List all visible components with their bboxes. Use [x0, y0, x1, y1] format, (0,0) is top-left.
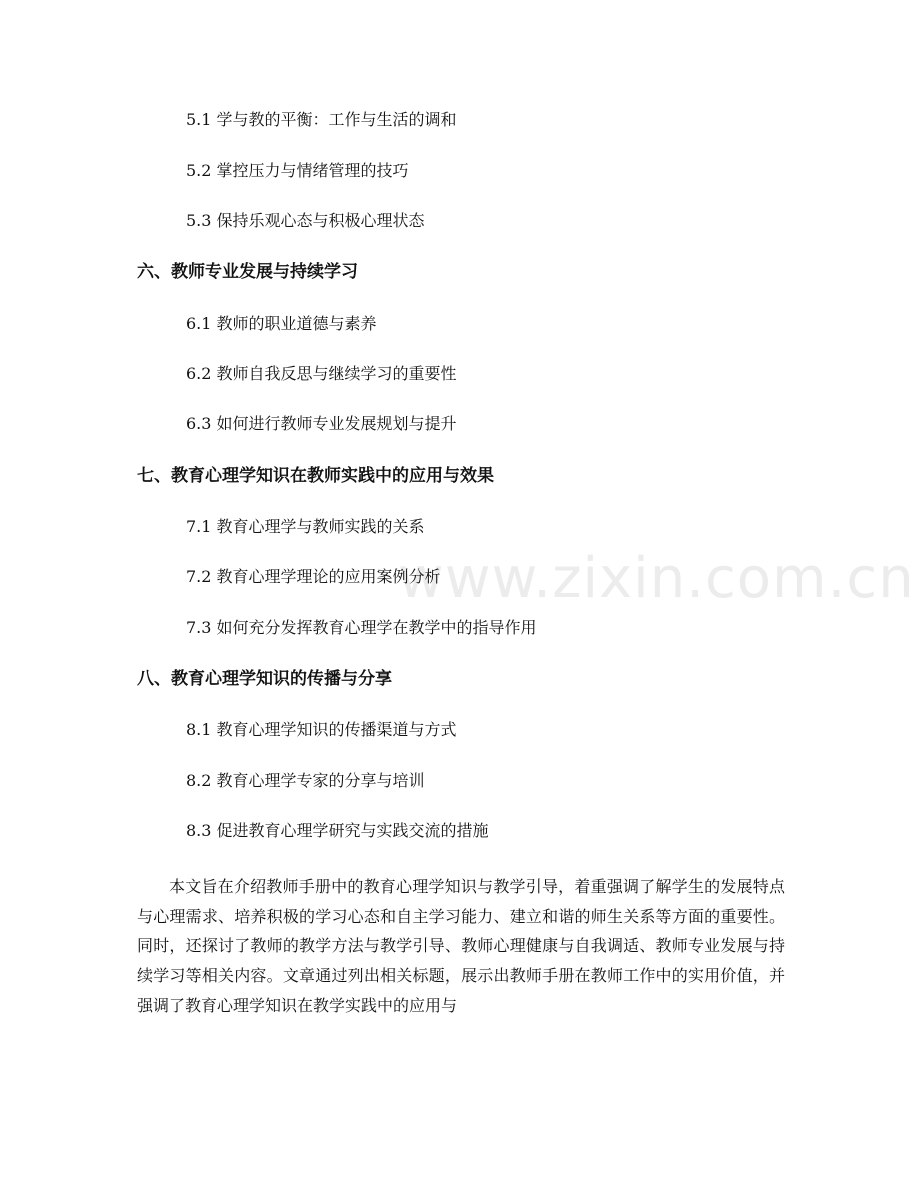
subsection-5-3: 5.3 保持乐观心态与积极心理状态 — [186, 211, 425, 230]
subsection-8-1: 8.1 教育心理学知识的传播渠道与方式 — [186, 720, 457, 739]
subsection-7-2: 7.2 教育心理学理论的应用案例分析 — [186, 567, 441, 586]
subsection-7-1: 7.1 教育心理学与教师实践的关系 — [186, 517, 425, 536]
section-heading-6: 六、教师专业发展与持续学习 — [137, 262, 358, 282]
subsection-6-2: 6.2 教师自我反思与继续学习的重要性 — [186, 364, 457, 383]
subsection-6-1: 6.1 教师的职业道德与素养 — [186, 314, 377, 333]
summary-paragraph: 本文旨在介绍教师手册中的教育心理学知识与教学引导，着重强调了解学生的发展特点与心理需求、培养积极的学习心态和自主学习能力、建立和谐的师生关系等方面的重要性。同时，还探讨了教师的教学方法与教学引导、教师心理健康与自我调适、教师专业发展与持续学习等相关内容。文章通过列出相关标题，展示出教师手册在教师工作中的实用价值，并强调了教育心理学知识在教学实践中的应用与 — [137, 877, 785, 1015]
subsection-8-3: 8.3 促进教育心理学研究与实践交流的措施 — [186, 821, 489, 840]
subsection-5-2: 5.2 掌控压力与情绪管理的技巧 — [186, 161, 409, 180]
watermark: www.zixin.com.cn — [398, 546, 915, 611]
section-heading-8: 八、教育心理学知识的传播与分享 — [137, 669, 392, 689]
subsection-7-3: 7.3 如何充分发挥教育心理学在教学中的指导作用 — [186, 618, 537, 637]
section-heading-7: 七、教育心理学知识在教师实践中的应用与效果 — [137, 466, 494, 486]
subsection-8-2: 8.2 教育心理学专家的分享与培训 — [186, 771, 425, 790]
subsection-6-3: 6.3 如何进行教师专业发展规划与提升 — [186, 414, 457, 433]
subsection-5-1: 5.1 学与教的平衡：工作与生活的调和 — [186, 110, 457, 129]
